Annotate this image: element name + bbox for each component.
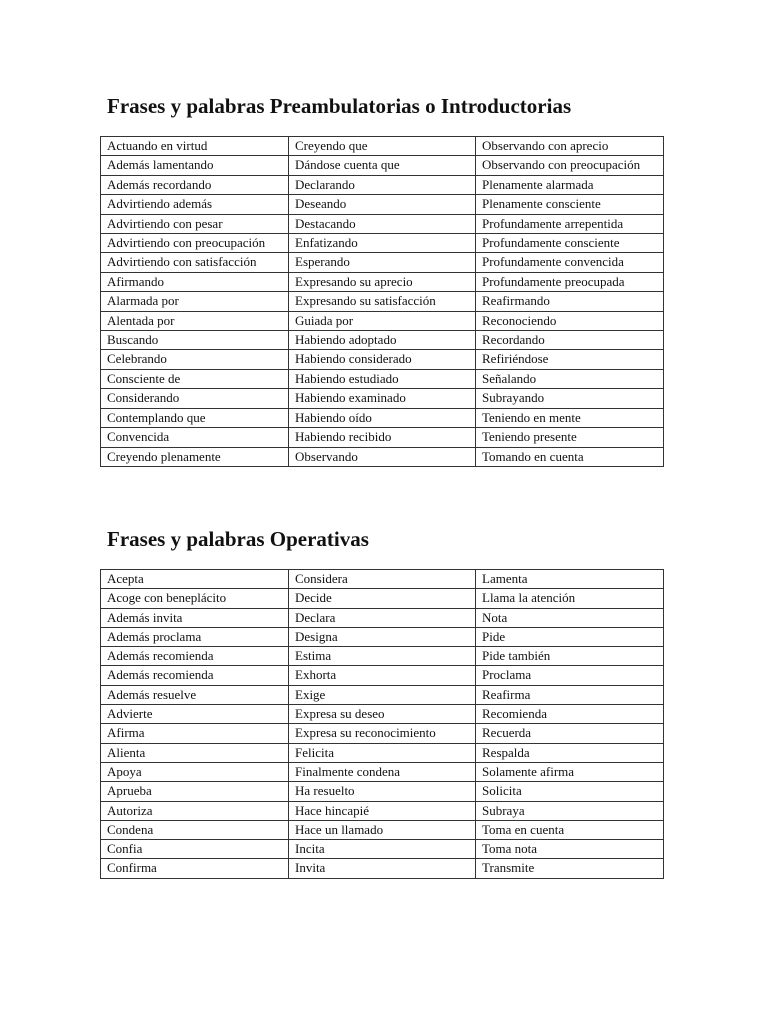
preambulatorias-table bbox=[100, 136, 664, 467]
table-row bbox=[101, 627, 664, 646]
table-cell: Solicita bbox=[476, 782, 664, 801]
table-cell: Nota bbox=[476, 608, 664, 627]
table-cell: Habiendo recibido bbox=[289, 428, 476, 447]
table-cell: Alentada por bbox=[101, 311, 289, 330]
table-cell: Decide bbox=[289, 589, 476, 608]
table-cell: Además recordando bbox=[101, 175, 289, 194]
table-cell: Expresa su reconocimiento bbox=[289, 724, 476, 743]
table-cell: Advierte bbox=[101, 705, 289, 724]
table-cell: Incita bbox=[289, 840, 476, 859]
table-cell: Expresa su deseo bbox=[289, 705, 476, 724]
table-cell: Profundamente consciente bbox=[476, 234, 664, 253]
table-cell: Plenamente consciente bbox=[476, 195, 664, 214]
table-cell: Subraya bbox=[476, 801, 664, 820]
table-cell: Afirmando bbox=[101, 272, 289, 291]
table-cell: Enfatizando bbox=[289, 234, 476, 253]
table-cell: Felicita bbox=[289, 743, 476, 762]
table-cell: Afirma bbox=[101, 724, 289, 743]
section-title-preambulatorias: Frases y palabras Preambulatorias o Introductorias bbox=[107, 94, 572, 118]
table-row bbox=[101, 389, 664, 408]
table-cell: Observando con aprecio bbox=[476, 137, 664, 156]
table-row bbox=[101, 840, 664, 859]
table-cell: Exhorta bbox=[289, 666, 476, 685]
table-cell: Dándose cuenta que bbox=[289, 156, 476, 175]
table-cell: Aprueba bbox=[101, 782, 289, 801]
table-row bbox=[101, 608, 664, 627]
table-cell: Consciente de bbox=[101, 369, 289, 388]
table-row bbox=[101, 589, 664, 608]
table-cell: Advirtiendo con pesar bbox=[101, 214, 289, 233]
table-row bbox=[101, 331, 664, 350]
table-cell: Esperando bbox=[289, 253, 476, 272]
table-row bbox=[101, 647, 664, 666]
table-cell: Convencida bbox=[101, 428, 289, 447]
table-cell: Considerando bbox=[101, 389, 289, 408]
table-cell: Creyendo que bbox=[289, 137, 476, 156]
table-cell: Exige bbox=[289, 685, 476, 704]
table-cell: Teniendo presente bbox=[476, 428, 664, 447]
table-cell: Finalmente condena bbox=[289, 762, 476, 781]
table-cell: Expresando su satisfacción bbox=[289, 292, 476, 311]
table-cell: Observando con preocupación bbox=[476, 156, 664, 175]
table-cell: Observando bbox=[289, 447, 476, 466]
table-row bbox=[101, 762, 664, 781]
table-cell: Habiendo adoptado bbox=[289, 331, 476, 350]
table-row bbox=[101, 743, 664, 762]
table-row bbox=[101, 428, 664, 447]
table-cell: Contemplando que bbox=[101, 408, 289, 427]
table-cell: Hace hincapié bbox=[289, 801, 476, 820]
table-row bbox=[101, 272, 664, 291]
table-row bbox=[101, 408, 664, 427]
table-cell: Además proclama bbox=[101, 627, 289, 646]
table-cell: Recuerda bbox=[476, 724, 664, 743]
table-cell: Llama la atención bbox=[476, 589, 664, 608]
table-cell: Alienta bbox=[101, 743, 289, 762]
table-row bbox=[101, 447, 664, 466]
table-row bbox=[101, 175, 664, 194]
table-row bbox=[101, 369, 664, 388]
table-cell: Además resuelve bbox=[101, 685, 289, 704]
table-cell: Guiada por bbox=[289, 311, 476, 330]
table-cell: Celebrando bbox=[101, 350, 289, 369]
table-cell: Reafirmando bbox=[476, 292, 664, 311]
table-cell: Habiendo estudiado bbox=[289, 369, 476, 388]
table-cell: Designa bbox=[289, 627, 476, 646]
table-cell: Profundamente arrepentida bbox=[476, 214, 664, 233]
table-cell: Confia bbox=[101, 840, 289, 859]
table-cell: Refiriéndose bbox=[476, 350, 664, 369]
table-row bbox=[101, 253, 664, 272]
section-title-operativas: Frases y palabras Operativas bbox=[107, 527, 369, 551]
table-cell: Además lamentando bbox=[101, 156, 289, 175]
table-cell: Transmite bbox=[476, 859, 664, 878]
table-cell: Toma en cuenta bbox=[476, 820, 664, 839]
table-row bbox=[101, 782, 664, 801]
table-cell: Subrayando bbox=[476, 389, 664, 408]
table-row bbox=[101, 156, 664, 175]
table-cell: Declarando bbox=[289, 175, 476, 194]
table-cell: Estima bbox=[289, 647, 476, 666]
operativas-table bbox=[100, 569, 664, 879]
table-cell: Respalda bbox=[476, 743, 664, 762]
table-cell: Además invita bbox=[101, 608, 289, 627]
table-cell: Habiendo examinado bbox=[289, 389, 476, 408]
table-cell: Ha resuelto bbox=[289, 782, 476, 801]
table-cell: Invita bbox=[289, 859, 476, 878]
table-cell: Advirtiendo con preocupación bbox=[101, 234, 289, 253]
table-row bbox=[101, 234, 664, 253]
table-cell: Expresando su aprecio bbox=[289, 272, 476, 291]
table-cell: Teniendo en mente bbox=[476, 408, 664, 427]
table-cell: Proclama bbox=[476, 666, 664, 685]
table-cell: Recordando bbox=[476, 331, 664, 350]
table-cell: Creyendo plenamente bbox=[101, 447, 289, 466]
table-cell: Deseando bbox=[289, 195, 476, 214]
table-cell: Autoriza bbox=[101, 801, 289, 820]
table-cell: Declara bbox=[289, 608, 476, 627]
table-row bbox=[101, 350, 664, 369]
table-cell: Confirma bbox=[101, 859, 289, 878]
table-row bbox=[101, 859, 664, 878]
table-cell: Tomando en cuenta bbox=[476, 447, 664, 466]
table-cell: Apoya bbox=[101, 762, 289, 781]
table-cell: Habiendo oído bbox=[289, 408, 476, 427]
table-cell: Solamente afirma bbox=[476, 762, 664, 781]
table-row bbox=[101, 214, 664, 233]
table-cell: Señalando bbox=[476, 369, 664, 388]
table-cell: Plenamente alarmada bbox=[476, 175, 664, 194]
table-cell: Profundamente convencida bbox=[476, 253, 664, 272]
table-cell: Lamenta bbox=[476, 570, 664, 589]
table-cell: Acepta bbox=[101, 570, 289, 589]
table-row bbox=[101, 705, 664, 724]
table-cell: Reconociendo bbox=[476, 311, 664, 330]
table-cell: Profundamente preocupada bbox=[476, 272, 664, 291]
table-cell: Además recomienda bbox=[101, 666, 289, 685]
table-cell: Acoge con beneplácito bbox=[101, 589, 289, 608]
table-cell: Habiendo considerado bbox=[289, 350, 476, 369]
table-row bbox=[101, 570, 664, 589]
table-cell: Alarmada por bbox=[101, 292, 289, 311]
table-cell: Reafirma bbox=[476, 685, 664, 704]
table-row bbox=[101, 195, 664, 214]
table-cell: Hace un llamado bbox=[289, 820, 476, 839]
table-cell: Además recomienda bbox=[101, 647, 289, 666]
table-cell: Considera bbox=[289, 570, 476, 589]
table-row bbox=[101, 292, 664, 311]
table-row bbox=[101, 724, 664, 743]
table-cell: Actuando en virtud bbox=[101, 137, 289, 156]
table-row bbox=[101, 311, 664, 330]
table-cell: Pide también bbox=[476, 647, 664, 666]
table-row bbox=[101, 801, 664, 820]
table-row bbox=[101, 137, 664, 156]
table-row bbox=[101, 685, 664, 704]
table-cell: Advirtiendo con satisfacción bbox=[101, 253, 289, 272]
table-cell: Condena bbox=[101, 820, 289, 839]
table-cell: Buscando bbox=[101, 331, 289, 350]
table-row bbox=[101, 820, 664, 839]
table-cell: Pide bbox=[476, 627, 664, 646]
table-cell: Toma nota bbox=[476, 840, 664, 859]
table-cell: Destacando bbox=[289, 214, 476, 233]
table-cell: Recomienda bbox=[476, 705, 664, 724]
table-row bbox=[101, 666, 664, 685]
table-cell: Advirtiendo además bbox=[101, 195, 289, 214]
